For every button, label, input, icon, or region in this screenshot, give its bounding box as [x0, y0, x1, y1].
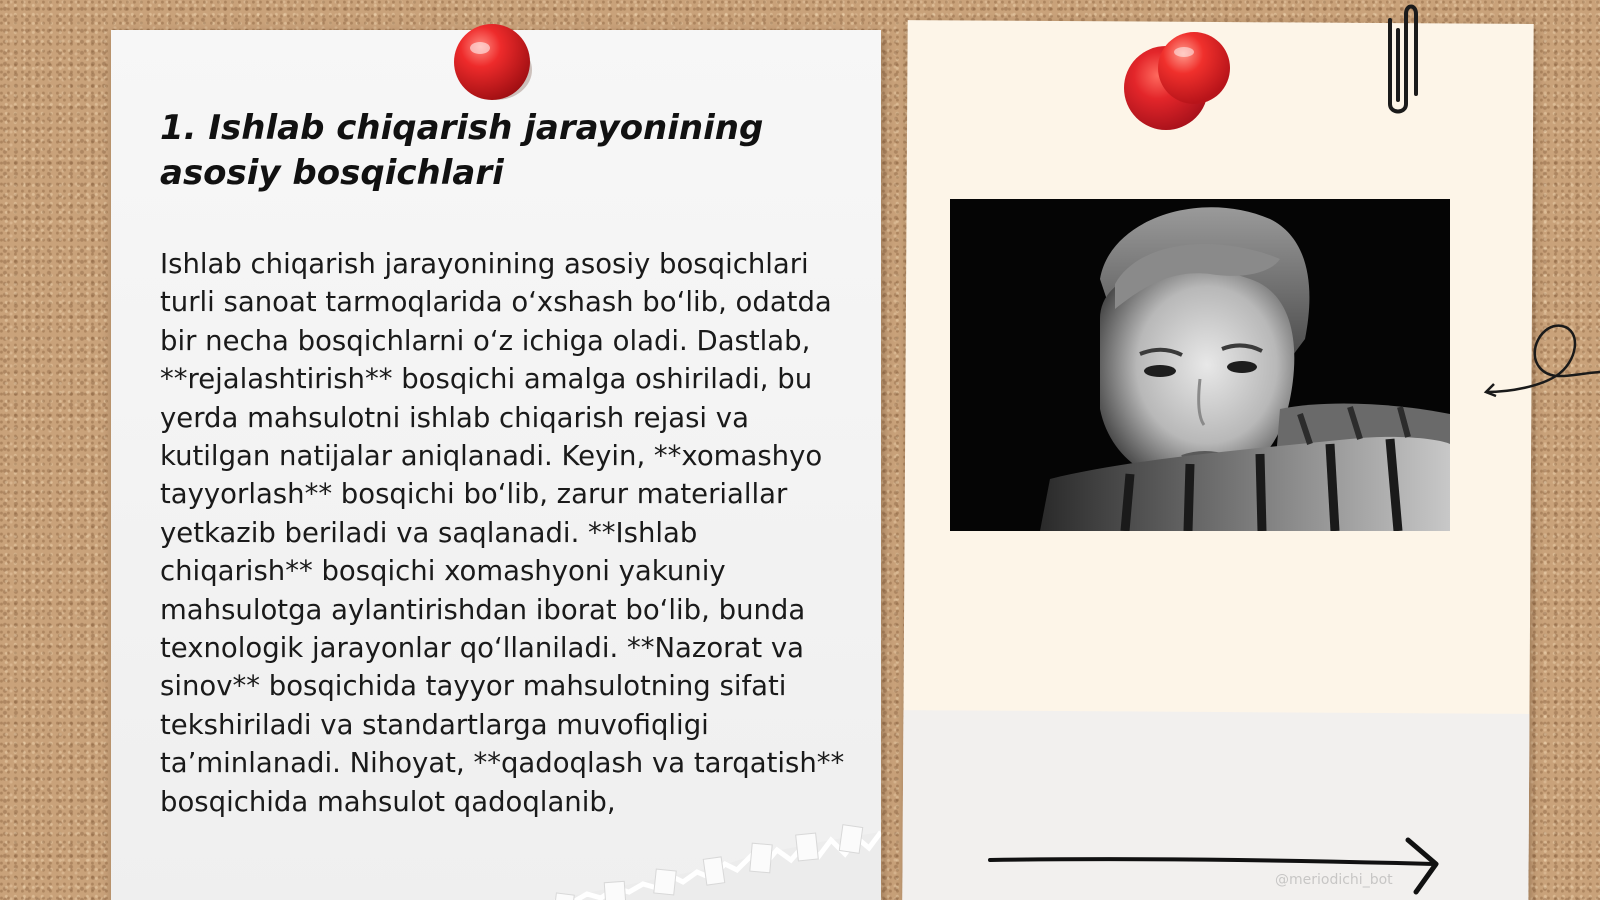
- red-pushpin-icon: [1122, 30, 1232, 134]
- photo-sad-child: [950, 199, 1450, 531]
- watermark-text: @meriodichi_bot: [1275, 872, 1393, 888]
- curly-arrow-icon: [1482, 312, 1600, 402]
- paperclip-icon: [1376, 0, 1420, 124]
- document-body: Ishlab chiqarish jarayonining asosiy bosqichlari turli sanoat tarmoqlarida o‘xshash bo‘lib, odatda bir necha bosqichlarni o‘z ichiga oladi. Dastlab, **rejalashtirish** bosqichi amalga oshiriladi, bu yerda mahsulotni ishlab chiqarish rejasi va kutilgan natijalar aniqlanadi. Keyin, **xomashyo tayyorlash** bosqichi bo‘lib, zarur materiallar yetkazib beriladi va saqlanadi. **Ishlab chiqarish** bosqichi xomashyoni yakuniy mahsulotga aylantirishdan iborat bo‘lib, bunda texnologik jarayonlar qo‘llaniladi. **Nazorat va sinov** bosqichida tayyor mahsulotning sifati tekshiriladi va standartlarga muvofiqligi ta’minlanadi. Nihoyat, **qadoqlash va tarqatish** bosqichida mahsulot qadoqlanib,: [160, 248, 845, 818]
- torn-paper-edge: [321, 820, 881, 900]
- photo-illustration: [950, 199, 1450, 531]
- red-pushpin-icon: [452, 20, 534, 104]
- document-title: 1. Ishlab chiqarish jarayonining asosiy bosqichlari: [160, 108, 764, 193]
- document-sheet: [111, 30, 881, 900]
